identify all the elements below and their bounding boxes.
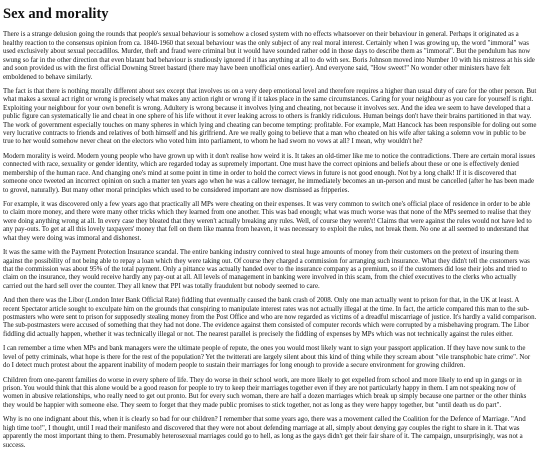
paragraph: The fact is that there is nothing morally different about sex except that involves us on a very deep emotional level and therefore requires a higher than usual duty of care for the other person. But what makes a sexual act right or wrong is precisely what makes any action right or wrong if it takes place in the same circumstances. Caring for your neighbour as you care for yourself is right. Exploiting your neighbour for your own benefit is wrong. Adultery is wrong because it involves lying and cheating, not because it involves sex. And the idea we seem to have developed that a public figure can systematically lie and cheat in one sphere of his life without it ever leaking across to others is frankly ridiculous. Human beings don't have their brains partitioned in that way. The work of government especially touches on many spheres in which lying and cheating can become tempting: profitable. For example, Matt Hancock has been responsible for doling out some very lucrative contracts to friends and relatives of both himself and his girlfriend. Are we really going to believe that a man who cheated on his wife after taking a solemn vow in public to be true to her would somehow never cheat on the electors who voted him into parliament, to whom he had sworn no vows at all? I mean, why wouldn't he? — [3, 87, 537, 146]
paragraph: Why is no one indignant about this, when it is clearly so bad for our children? I remember that some years ago, there was a movement called the Coalition for the Defence of Marriage. "And high time too!", I thought, until I read their manifesto and discovered that they were not about defending marriage at all, simply about denying gay couples the right to share in it. That was apparently the most important thing to them. Presumably heterosexual marriages could go to hell, as long as the gays didn't get their fair share of it. The campaign, unsurprisingly, was not a success. — [3, 416, 526, 449]
paragraph: It was the same with the Payment Protection Insurance scandal. The entire banking industry connived to steal huge amounts of money from their customers on the pretext of insuring them against the possibility of not being able to repay a loan which they were taking out. Of course they charged a commission for arranging such insurance. What they didn't tell the customers was that the commission was about 95% of the total payment. Only a pittance was actually handed over to the insurance company as a premium, so if the customers did lose their jobs and tried to claim on the insurance, they would receive hardly any pay-out at all. All levels of management in banking were involved in this scam, from the chief executives to the clerks who actually carried out the hard sell over the counter. They all knew that PPI was totally fraudulent but nobody seemed to care. — [3, 249, 530, 290]
article-title: Sex and morality — [3, 6, 109, 22]
paragraph: Children from one-parent families do worse in every sphere of life. They do worse in their school work, are more likely to get expelled from school and more likely to end up in gangs or in prison. You would think that this alone would be a good reason for people to try to keep their marriages together even if they are not particularly happy in them. I am not speaking now of women in abusive relationships, who really need to get out pronto. But for every such woman, there are half a dozen marriages which break up simply because one partner or the other thinks they would be happier with someone else. They seem to forget that they made public promises to stick together, not as long as they were happy together, but "until death us do part". — [3, 376, 527, 409]
paragraph: There is a strange delusion going the rounds that people's sexual behaviour is somehow a closed system with no effects whatsoever on their behaviour in general. Perhaps it originated as a healthy reaction to the consensus opinion from ca. 1840-1960 that sexual behaviour was the only subject of any real moral interest. Certainly when I was growing up, the word "immoral" was used exclusively about sexual peccadillos. Murder, theft and fraud were criminal but it would have sounded rather odd in those days to describe them as "immoral". But the pendulum has now swung so far in the other direction that even blatant bad behaviour is studiously ignored if it has anything at all to do with sex. Boris Johnson moved into Number 10 with his mistress at his side and soon provided us with the first official Downing Street bastard (there may have been unofficial ones earlier). And everyone said, "How sweet!" No wonder other ministers have felt emboldened to behave similarly. — [3, 31, 535, 81]
paragraph: I can remember a time when MPs and bank managers were the ultimate people of repute, the ones you would most likely want to sign your passport application. If they have now sunk to the level of petty criminals, what hope is there for the rest of the population? Yet the twitterati are largely silent about this kind of thing while they scream about "vile transphobic hate crime". Nor do I detect much protest about the apparent inability of modern people to sustain their marriages for long enough to provide a secure environment for growing children. — [3, 345, 531, 370]
paragraph: For example, it was discovered only a few years ago that practically all MPs were cheating on their expenses. It was very common to switch one's official place of residence in order to be able to claim more money, and there were many other tricks which they learned from one another. This was bad enough; what was much worse was that none of the MPs seemed to realise that they were doing anything wrong at all. In every case they bleated that they weren't actually breaking any rules. Well, of course they weren't! Claims that were against the rules would not have led to any pay-outs. To get at all this lovely taxpayers' money that fell on them like manna from heaven, it was necessary to exploit the rules, not break them. No one at all seemed to understand that what they were doing was immoral and dishonest. — [3, 200, 532, 242]
paragraph: And then there was the Libor (London Inter Bank Official Rate) fiddling that eventually caused the bank crash of 2008. Only one man actually went to prison for that, in the UK at least. A recent Spectator article sought to exculpate him on the grounds that conspiring to manipulate interest rates was not actually illegal at the time. In fact, the article compared this man to the sub-postmasters who were sent to prison for supposedly stealing money from the Post Office and who are now regarded as victims of a dreadful miscarriage of justice. It's hardly a valid comparison. The sub-postmasters were accused of something that they had not done. The evidence against them consisted of computer records which were corrupted by a misbehaving program. The Libor fiddling did actually happen, whether it was technically illegal or not. The nearest parallel is precisely the fiddling of expenses by MPs which was not technically against the rules either. — [3, 297, 537, 338]
paragraph: Modern morality is weird. Modern young people who have grown up with it don't realise how weird it is. It takes an old-timer like me to notice the contradictions. There are certain moral issues connected with race, sexuality or gender identity, which are regarded today as supremely important. One must have the correct opinions and beliefs about these or one is effectively denied membership of the human race. And changing one's mind at some point in time in order to hold the correct views in future is not good enough. Not by a long chalk! If it is discovered that someone once tweeted an incorrect opinion on such a matter ten years ago when he was a callow teenager, he immediately becomes an un-person and must be cancelled (after he has been made to grovel, naturally). But many other moral principles which used to be considered important are now dismissed as fripperies. — [3, 152, 536, 194]
